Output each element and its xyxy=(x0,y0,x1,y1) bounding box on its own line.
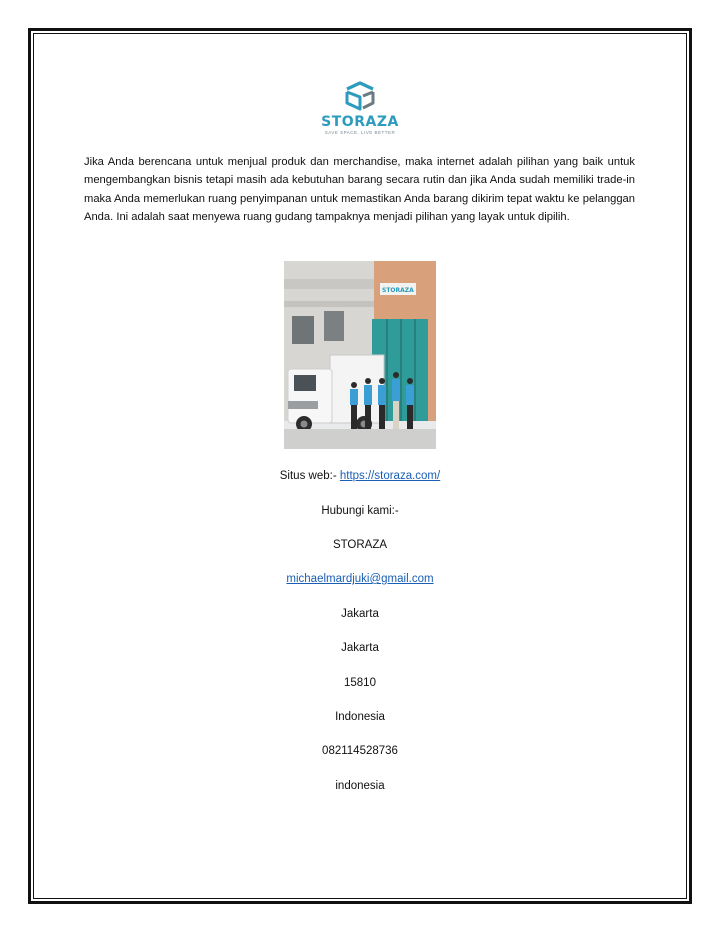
storaza-logo xyxy=(318,80,402,136)
city: Jakarta xyxy=(341,608,379,620)
logo-wordmark: STORAZA xyxy=(321,114,399,130)
website-label: Situs web:- xyxy=(279,470,337,482)
contact-label: Hubungi kami:- xyxy=(321,505,399,517)
box-logo-icon xyxy=(343,80,377,112)
region: Jakarta xyxy=(341,642,379,654)
website-link[interactable]: https://storaza.com/ xyxy=(339,470,441,482)
phone-number: 082114528736 xyxy=(322,745,398,757)
country: Indonesia xyxy=(335,711,385,723)
logo-tagline: SAVE SPACE, LIVE BETTER xyxy=(324,130,396,135)
body-paragraph: Jika Anda berencana untuk menjual produk dan merchandise, maka internet adalah pilihan yang baik untuk mengembangkan bisnis tetapi masih ada kebutuhan barang secara rutin dan jika Anda sudah memiliki trade-in maka Anda memerlukan ruang penyimpanan untuk memastikan Anda barang dikirim tepat waktu ke pelanggan Anda. Ini adalah saat menyewa ruang gudang tampaknya menjadi pilihan yang layak untuk dipilih. xyxy=(84,156,635,224)
postal-code: 15810 xyxy=(344,677,376,689)
warehouse-photo xyxy=(284,261,436,449)
country-lowercase: indonesia xyxy=(335,780,385,792)
email-link[interactable]: michaelmardjuki@gmail.com xyxy=(286,573,434,585)
website-line xyxy=(200,469,520,483)
company-name: STORAZA xyxy=(332,539,388,551)
email-line xyxy=(200,572,520,586)
storefront-sign: STORAZA xyxy=(382,287,414,294)
